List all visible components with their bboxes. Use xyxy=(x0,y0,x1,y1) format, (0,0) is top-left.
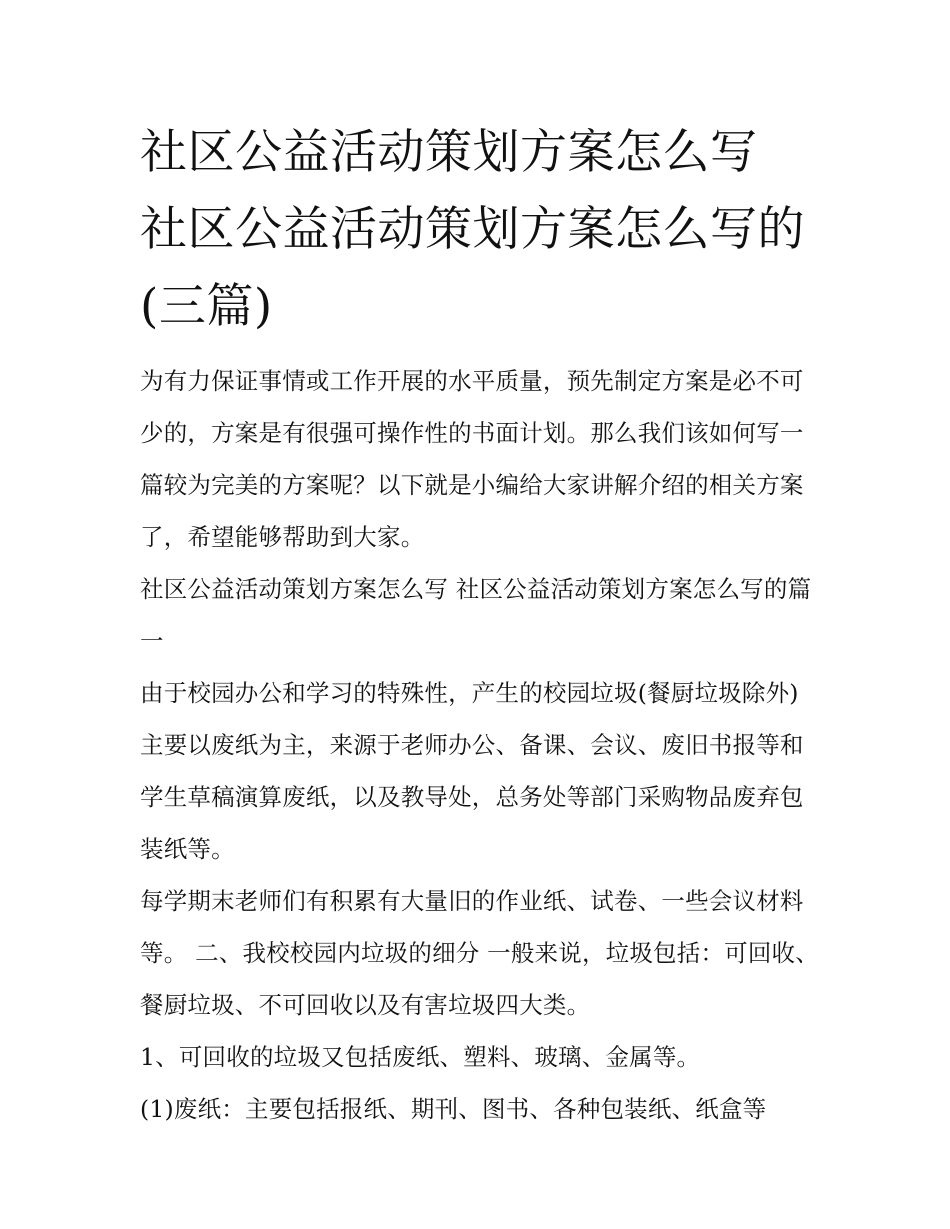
section-heading-part-one: 社区公益活动策划方案怎么写 社区公益活动策划方案怎么写的篇一 xyxy=(140,575,812,655)
list-item-waste-paper: (1)废纸：主要包括报纸、期刊、图书、各种包装纸、纸盒等 xyxy=(140,1095,767,1123)
list-item-recyclables: 1、可回收的垃圾又包括废纸、塑料、玻璃、金属等。 xyxy=(140,1043,701,1071)
intro-paragraph: 为有力保证事情或工作开展的水平质量，预先制定方案是必不可少的，方案是有很强可操作性的书面计划。那么我们该如何写一篇较为完美的方案呢？以下就是小编给大家讲解介绍的相关方案了，希望能够帮助到大家。 xyxy=(140,367,804,551)
body-paragraph-waste-categories: 每学期末老师们有积累有大量旧的作业纸、试卷、一些会议材料等。 二、我校校园内垃圾的细分 一般来说，垃圾包括：可回收、餐厨垃圾、不可回收以及有害垃圾四大类。 xyxy=(140,887,819,1019)
document-title: 社区公益活动策划方案怎么写 社区公益活动策划方案怎么写的(三篇) xyxy=(140,125,805,334)
document-body xyxy=(140,114,820,1135)
body-paragraph-waste-source: 由于校园办公和学习的特殊性，产生的校园垃圾(餐厨垃圾除外)主要以废纸为主，来源于老师办公、备课、会议、废旧书报等和学生草稿演算废纸，以及教导处，总务处等部门采购物品废弃包装纸等。 xyxy=(140,679,804,863)
